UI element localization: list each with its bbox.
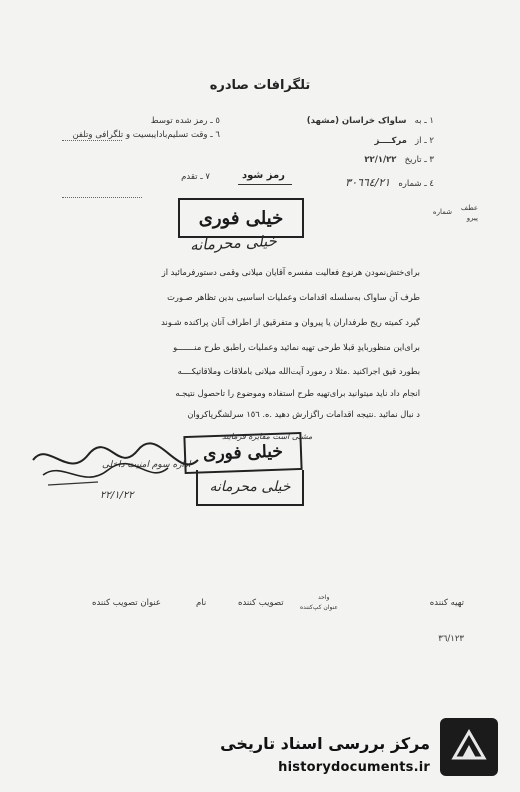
footer-prepared: تهیه کننده	[429, 598, 464, 608]
header-field-encoded-by: ٥ ـ رمز شده توسط	[150, 116, 220, 126]
body-line: د نبال نمائید .نتیجه اقدامات راگزارش دهید .ه. ١٥٦ سرلشگرپاکروان	[187, 409, 420, 419]
urgent-stamp: خیلی فوری	[178, 198, 304, 238]
urgent-stamp-2: خیلی فوری	[183, 432, 302, 474]
coded-stamp-underline	[238, 184, 292, 185]
confidential-stamp-2: خیلی محرمانه	[196, 470, 304, 506]
coded-stamp: رمز شود	[242, 170, 285, 181]
reference-code: ٣٦/١٢٣	[438, 634, 464, 644]
footer-approved: تصویب کننده	[238, 598, 284, 608]
body-line: برای‌ختش‌نمودن هرنوع‌ فعالیت‌ مفسره‌ آقایان‌ میلانی‌ وقمی‌ دستورفرمائید از	[161, 267, 420, 277]
header-field-to	[307, 116, 434, 126]
archive-name: مرکز بررسی اسناد تاریخی	[220, 734, 430, 753]
header-label: ١ ـ به	[414, 116, 434, 126]
body-line: انجام داد ناید میتوانید برای‌تهیه طرح استفاده وموضوع را تاحصول نتیجـه	[175, 388, 420, 398]
header-field-date	[364, 155, 434, 165]
body-line: برای‌این منظوربایدٍ قبلا طرحی تهیه نمائید وعملیات راطبق طرح منـــــــو	[173, 342, 420, 352]
footer-department: واحد	[318, 594, 330, 601]
header-field-from	[375, 136, 434, 146]
side-label-follow: پیرو	[466, 214, 478, 222]
body-line: گیرد کمیته‌ ریح طرفداران یا پیروان و متفرقیق از اطراف آنان پراکنده شـوند	[161, 317, 420, 327]
header-label: ٢ ـ از	[415, 136, 434, 146]
header-field-time: ٦ ـ وقت تسلیم‌بادایبسیت و تلگرافی وتلفن	[72, 130, 220, 140]
body-line: بطورد قیق اجراکنید .مثلا د رمورد آیت‌الله میلانی باملاقات وملاقاتیکــــه	[177, 366, 420, 376]
body-line: طرف آن ساواک به‌سلسله اقدامات وعملیات اساسیی بدین تظاهر صـورت	[167, 292, 420, 302]
footer-approver-title: عنوان تصویب کننده	[92, 598, 161, 608]
header-field-number	[345, 176, 434, 189]
archive-url-link[interactable]: historydocuments.ir	[278, 760, 430, 775]
footer-name: نام	[196, 598, 207, 608]
header-value: ٣٠٦٦٤/٢١	[345, 176, 391, 189]
side-label-ref: عطف	[460, 204, 478, 212]
page-title: تلگرافات صادره	[209, 78, 311, 93]
dotted-line	[62, 126, 122, 145]
confidential-handwritten: خیلی محرمانه	[189, 231, 278, 255]
header-field-priority: ٧ ـ تقدم	[181, 172, 210, 182]
header-label: ٤ ـ شماره	[398, 179, 434, 189]
side-label-number: شماره	[432, 208, 452, 216]
header-value: ٢٢/١/٢٢	[364, 155, 397, 165]
dotted-line	[62, 183, 142, 202]
handwritten-note-dept: اداره سوم امنیت داخلی	[102, 460, 191, 470]
header-label: ٣ ـ تاریخ	[404, 155, 434, 165]
header-value: مرکــــز	[374, 136, 407, 146]
handwritten-note: مشبی است مقایره فرمایند	[222, 432, 313, 441]
signature-date: ٢٢/١/٢٢	[100, 490, 134, 501]
header-value: ساواک خراسان (مشهد)	[306, 116, 407, 126]
archive-logo-icon	[440, 718, 498, 776]
footer-official: عنوان کپ‌کننده	[300, 604, 338, 611]
